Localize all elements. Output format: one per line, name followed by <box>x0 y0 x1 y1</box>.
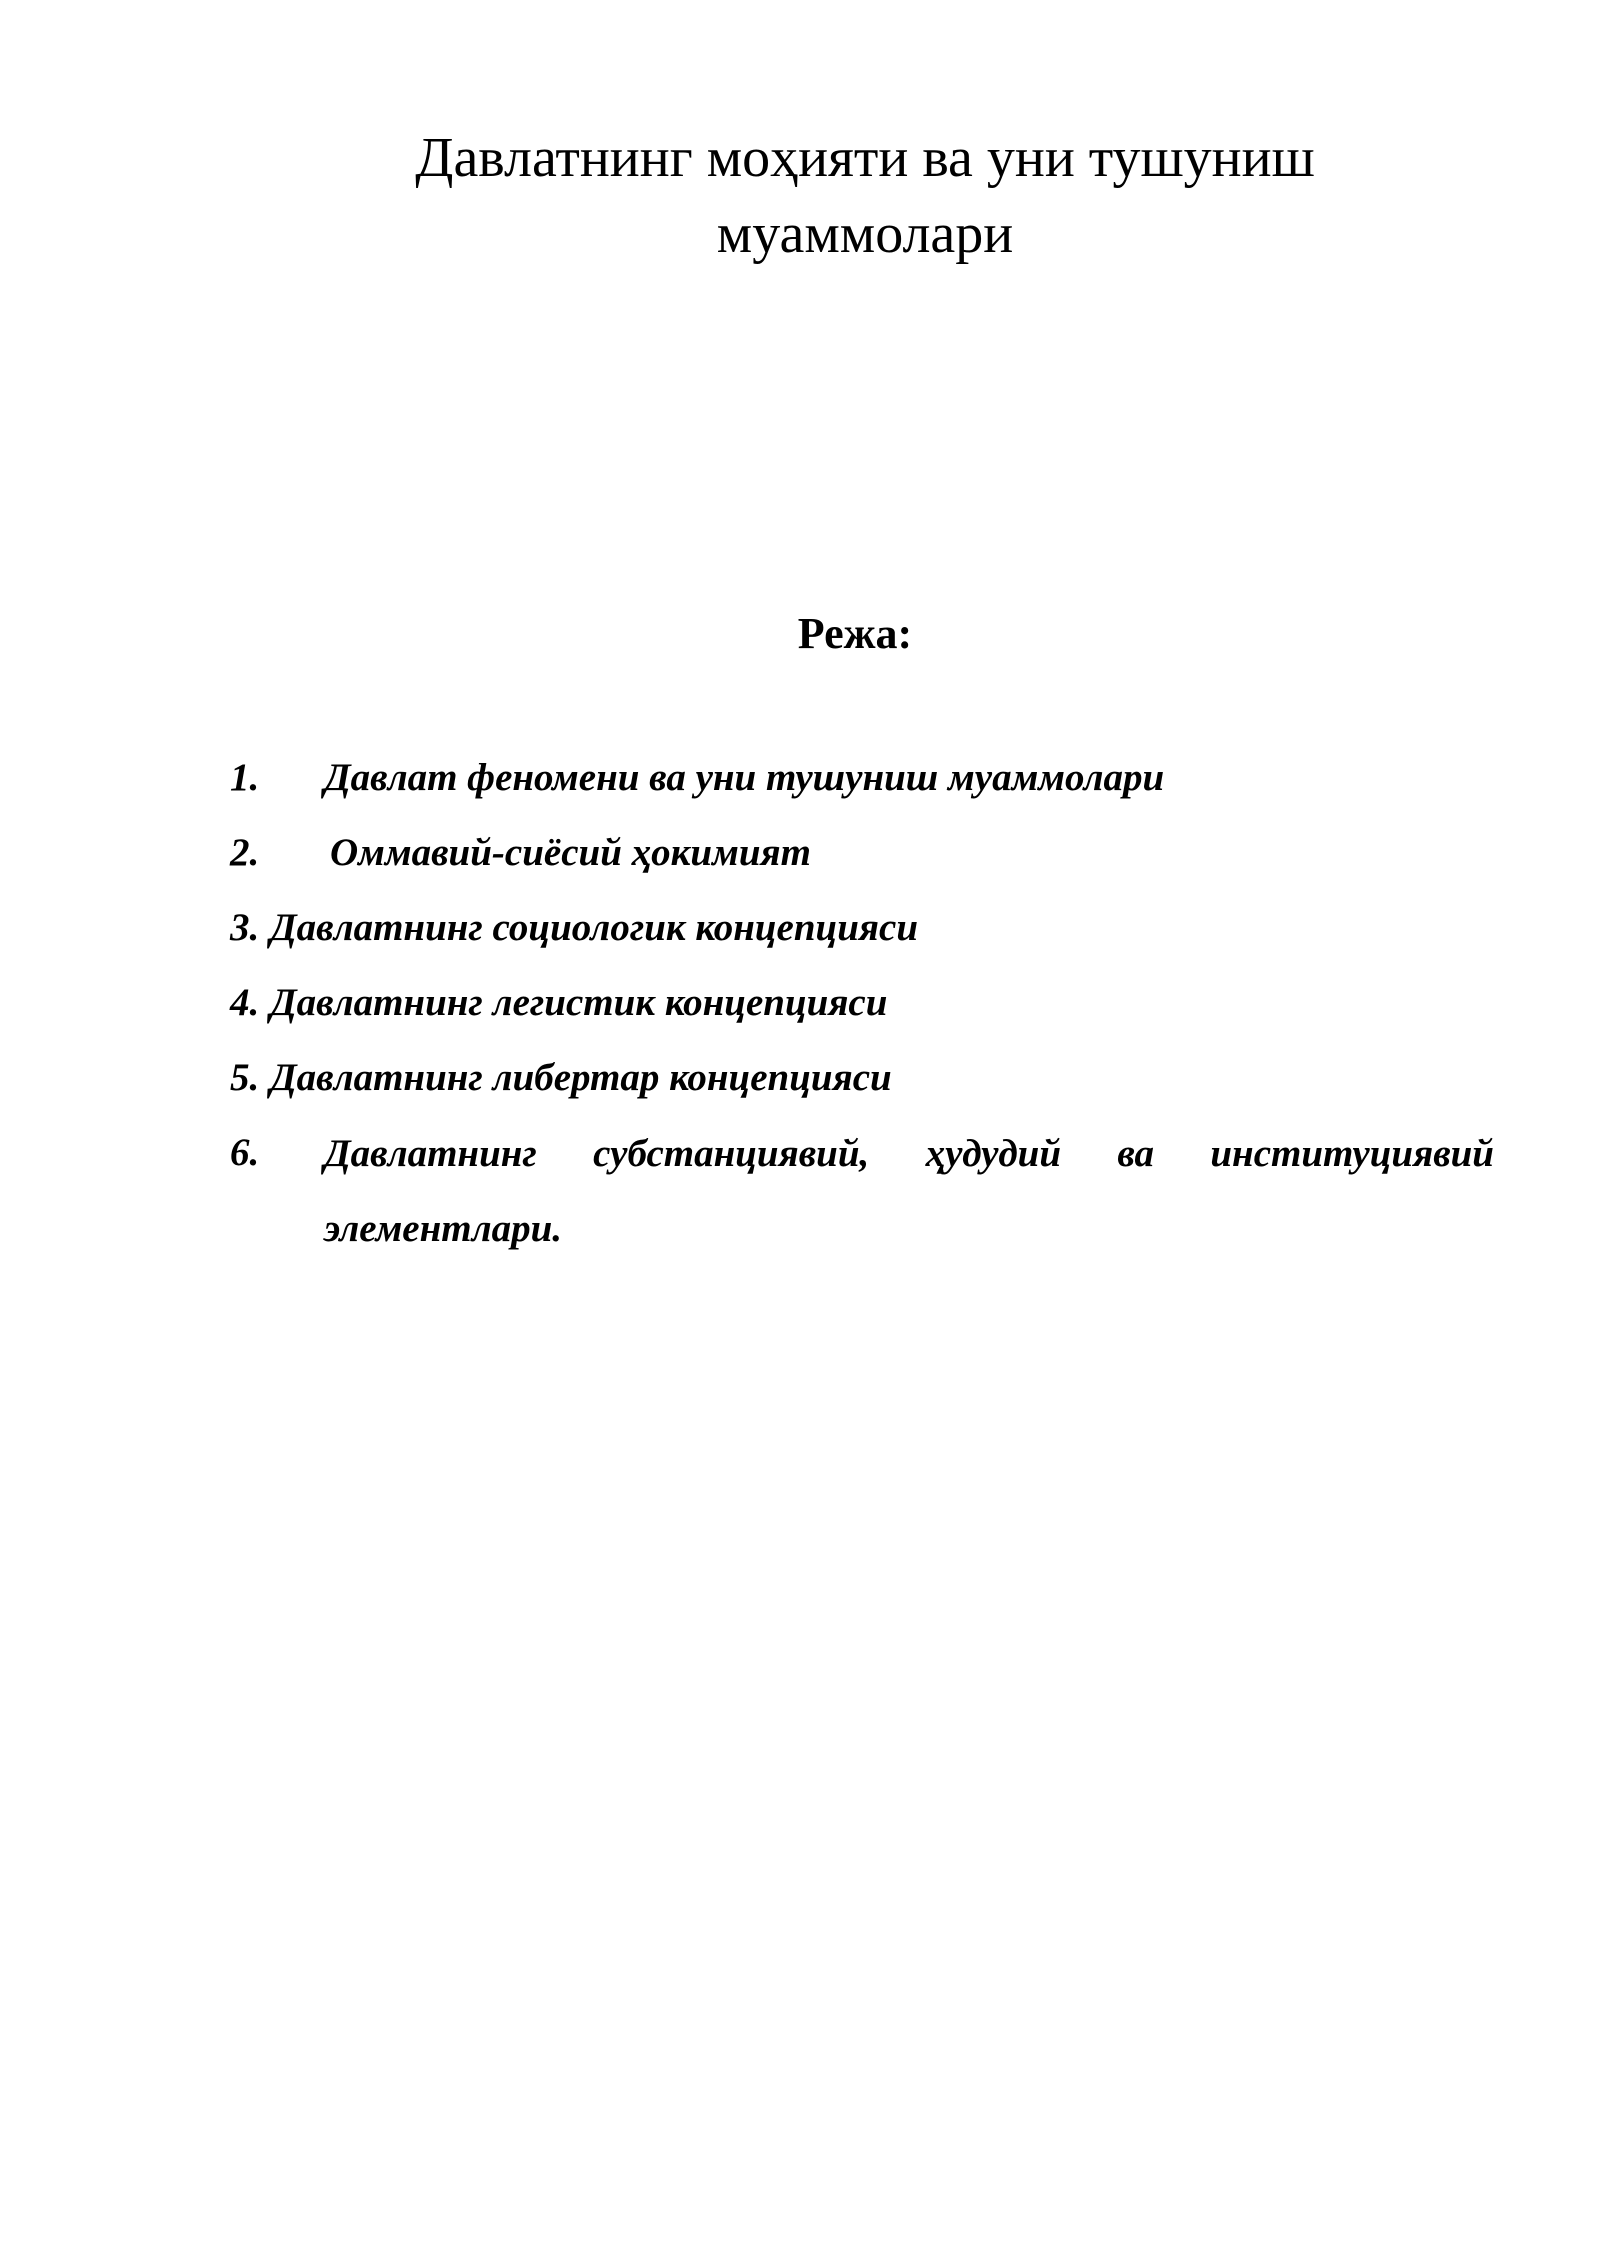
plan-item-number: 5. <box>230 1056 260 1099</box>
plan-item-text: Давлат феномени ва уни тушуниш муаммолари <box>324 756 1165 799</box>
plan-item-number: 3. <box>230 906 260 949</box>
plan-item-text: Оммавий-сиёсий ҳокимият <box>330 831 811 874</box>
plan-item-number: 2. <box>230 831 260 874</box>
plan-item-number: 1. <box>230 756 260 799</box>
plan-item-number: 4. <box>230 981 260 1024</box>
plan-item-3 <box>230 898 1494 958</box>
plan-item-6 <box>230 1123 1494 1273</box>
plan-item-5 <box>230 1048 1494 1108</box>
plan-item-text: Давлатнинг либертар концепцияси <box>270 1056 892 1099</box>
plan-item-4 <box>230 973 1494 1033</box>
plan-item-1 <box>230 748 1494 808</box>
title-line-2: муаммолари <box>716 203 1014 265</box>
plan-item-text: Давлатнинг легистик концепцияси <box>270 981 888 1024</box>
title-line-1: Давлатнинг моҳияти ва уни тушуниш <box>415 127 1315 189</box>
plan-item-text: Давлатнинг социологик концепцияси <box>270 906 919 949</box>
document-title <box>330 120 1400 272</box>
plan-item-2 <box>230 823 1494 883</box>
plan-heading: Режа: <box>797 609 913 658</box>
plan-item-text <box>324 1116 1494 1266</box>
plan-item-text-line-1: Давлатнинг субстанциявий, ҳудудий ва институциявий <box>324 1132 1494 1175</box>
plan-item-text-line-2: элементлари. <box>324 1207 563 1250</box>
plan-item-number: 6. <box>230 1131 260 1174</box>
